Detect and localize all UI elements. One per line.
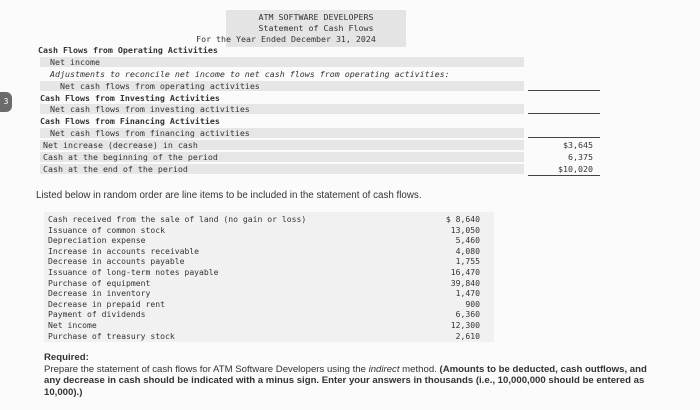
line-item-value: 900 [465,298,480,309]
line-item-label: Increase in accounts receivable [48,245,200,256]
statement-header [196,10,406,47]
statement-name: Statement of Cash Flows [258,23,374,33]
cash-beginning-label: Cash at the beginning of the period [43,152,218,162]
net-investing-line [40,104,524,114]
intro-text: Listed below in random order are line items to be included in the statement of cash flows. [36,190,422,201]
line-item-label: Issuance of common stock [48,224,165,235]
investing-total-rule [528,113,600,114]
required-text-b: method. [399,363,440,375]
line-item-label: Depreciation expense [48,235,146,246]
line-item-label: Issuance of long-term notes payable [48,267,219,277]
line-item-label: Purchase of treasury stock [48,330,175,341]
line-item-value: 16,470 [450,267,480,277]
line-item-label: Decrease in accounts payable [48,256,185,267]
operating-total-rule [528,90,600,91]
line-item-label: Decrease in prepaid rent [48,298,165,309]
line-item-label: Cash received from the sale of land (no gain or loss) [48,214,307,224]
line-item-value: 1,755 [455,256,480,267]
line-item-value: 13,050 [450,224,480,235]
adjustments-line: Adjustments to reconcile net income to net cash flows from operating activities: [50,69,450,79]
line-item-label: Net income [48,320,97,330]
line-item-value: $ 8,640 [445,214,480,224]
side-tab[interactable]: 3 [0,92,12,112]
cash-end-label: Cash at the end of the period [43,164,188,174]
required-text-a: Prepare the statement of cash flows for ATM Software Developers using the [44,363,369,375]
required-text-bold: (Amounts to be deducted, cash outflows, and any decrease in cash should be indicated with a minus sign. Enter your answers in thousands (i.e., 10,000,000 should be entered as 10,000).) [44,363,647,398]
net-increase-amount: $3,645 [563,140,593,150]
line-item-value: 12,300 [450,320,480,330]
investing-title: Cash Flows from Investing Activities [40,93,220,103]
line-item-value: 1,470 [455,288,480,299]
net-financing-label: Net cash flows from financing activities [50,128,250,138]
net-increase-line [40,140,524,150]
cash-end-rule [528,175,600,176]
net-financing-line [40,128,524,138]
net-income-line [40,57,524,67]
line-item-value: 5,460 [455,235,480,246]
line-item-label: Decrease in inventory [48,288,151,299]
company-name: ATM SOFTWARE DEVELOPERS [258,12,374,22]
line-item-value: 2,610 [455,330,480,341]
operating-title: Cash Flows from Operating Activities [38,45,218,55]
net-operating-line [40,81,524,91]
financing-title: Cash Flows from Financing Activities [40,116,220,126]
cash-end-line [40,164,524,174]
line-item-label: Purchase of equipment [48,277,151,288]
net-investing-label: Net cash flows from investing activities [50,104,250,114]
line-item-value: 39,840 [450,277,480,288]
line-item-value: 4,080 [455,245,480,256]
cash-beginning-line [40,152,524,162]
required-text [44,364,664,399]
cash-end-amount: $10,020 [558,164,593,174]
required-text-italic: indirect [368,363,400,375]
line-item-value: 6,360 [455,309,480,320]
net-income-label: Net income [50,57,100,67]
cash-beginning-amount: 6,375 [568,152,593,162]
net-operating-label: Net cash flows from operating activities [60,81,260,91]
statement-period: For the Year Ended December 31, 2024 [196,34,376,44]
net-increase-label: Net increase (decrease) in cash [43,140,198,150]
required-section [44,352,664,398]
line-item-label: Payment of dividends [48,309,146,320]
required-title: Required: [44,352,89,363]
financing-total-rule [528,137,600,138]
